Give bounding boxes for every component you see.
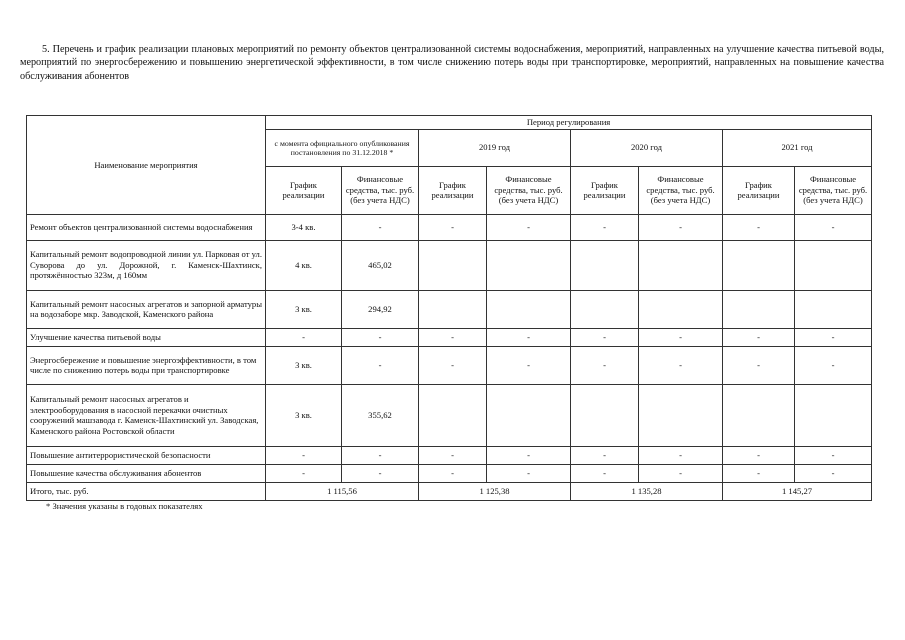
- section-heading: [20, 43, 884, 83]
- sub-finance: Финансовые средства, тыс. руб. (без учета НДС): [639, 166, 723, 214]
- cell: 3-4 кв.: [266, 214, 342, 240]
- cell: -: [639, 346, 723, 384]
- table-row: [27, 384, 872, 446]
- row-name: Капитальный ремонт насосных агрегатов и запорной арматуры на водозаборе мкр. Заводской, Каменского района: [27, 290, 266, 328]
- period-2019: 2019 год: [419, 129, 571, 166]
- cell: -: [795, 346, 872, 384]
- cell: -: [639, 446, 723, 464]
- row-name: Ремонт объектов централизованной системы водоснабжения: [27, 214, 266, 240]
- cell: [419, 290, 487, 328]
- cell: [419, 240, 487, 290]
- cell: -: [419, 214, 487, 240]
- sub-schedule: График реализации: [723, 166, 795, 214]
- cell: -: [487, 464, 571, 482]
- cell: [795, 240, 872, 290]
- cell: -: [795, 328, 872, 346]
- sub-finance: Финансовые средства, тыс. руб. (без учета НДС): [795, 166, 872, 214]
- cell: -: [639, 214, 723, 240]
- cell: -: [419, 346, 487, 384]
- cell: [419, 384, 487, 446]
- cell: 294,92: [342, 290, 419, 328]
- table-row: [27, 240, 872, 290]
- cell: 3 кв.: [266, 290, 342, 328]
- cell: -: [266, 464, 342, 482]
- table-row: [27, 346, 872, 384]
- cell: [487, 240, 571, 290]
- cell: [723, 290, 795, 328]
- total-label: Итого, тыс. руб.: [27, 482, 266, 500]
- cell: 355,62: [342, 384, 419, 446]
- cell: [571, 384, 639, 446]
- row-name: Энергосбережение и повышение энергоэффективности, в том числе по снижению потерь воды при транспортировке: [27, 346, 266, 384]
- cell: -: [723, 214, 795, 240]
- cell: -: [795, 464, 872, 482]
- col-name-header: Наименование мероприятия: [27, 116, 266, 215]
- cell: 3 кв.: [266, 346, 342, 384]
- cell: -: [342, 464, 419, 482]
- cell: -: [723, 328, 795, 346]
- cell: -: [571, 446, 639, 464]
- cell: -: [342, 328, 419, 346]
- cell: [571, 290, 639, 328]
- cell: -: [723, 346, 795, 384]
- cell: -: [342, 446, 419, 464]
- cell: -: [266, 328, 342, 346]
- total-2021: 1 145,27: [723, 482, 872, 500]
- row-name: Повышение антитеррористической безопасности: [27, 446, 266, 464]
- cell: -: [419, 446, 487, 464]
- sub-schedule: График реализации: [266, 166, 342, 214]
- total-initial: 1 115,56: [266, 482, 419, 500]
- cell: -: [639, 328, 723, 346]
- cell: -: [342, 214, 419, 240]
- cell: [571, 240, 639, 290]
- cell: -: [419, 464, 487, 482]
- row-name: Капитальный ремонт водопроводной линии ул. Парковая от ул. Суворова до ул. Дорожной, г. Каменск-Шахтинск, протяжённостью 323м, д 160мм: [27, 240, 266, 290]
- table-row: [27, 214, 872, 240]
- cell: [639, 384, 723, 446]
- cell: -: [342, 346, 419, 384]
- period-header: Период регулирования: [266, 116, 872, 130]
- cell: [723, 384, 795, 446]
- sub-finance: Финансовые средства, тыс. руб. (без учета НДС): [487, 166, 571, 214]
- cell: [487, 290, 571, 328]
- row-name: Повышение качества обслуживания абонентов: [27, 464, 266, 482]
- row-name: Капитальный ремонт насосных агрегатов и электрооборудования в насосной перекачки очистных сооружений машзавода г. Каменск-Шахтинский ул. Заводская, Каменского района Ростовской области: [27, 384, 266, 446]
- cell: -: [487, 346, 571, 384]
- footnote: * Значения указаны в годовых показателях: [46, 501, 203, 511]
- sub-finance: Финансовые средства, тыс. руб. (без учета НДС): [342, 166, 419, 214]
- table-row: [27, 446, 872, 464]
- cell: -: [419, 328, 487, 346]
- cell: 3 кв.: [266, 384, 342, 446]
- cell: -: [571, 346, 639, 384]
- period-2020: 2020 год: [571, 129, 723, 166]
- table-row: [27, 464, 872, 482]
- cell: -: [795, 214, 872, 240]
- cell: 4 кв.: [266, 240, 342, 290]
- total-row: [27, 482, 872, 500]
- cell: -: [266, 446, 342, 464]
- section-heading-text: 5. Перечень и график реализации плановых мероприятий по ремонту объектов централизованной системы водоснабжения, мероприятий, направленных на улучшение качества питьевой воды, мероприятий по энергосбережению и повышению энергетической эффективности, в том числе снижению потерь воды при транспортировке, мероприятий, направленных на повышение качества обслуживания абонентов: [20, 44, 884, 82]
- period-2021: 2021 год: [723, 129, 872, 166]
- cell: -: [487, 214, 571, 240]
- cell: [795, 290, 872, 328]
- total-2019: 1 125,38: [419, 482, 571, 500]
- cell: [639, 290, 723, 328]
- cell: -: [487, 328, 571, 346]
- cell: [487, 384, 571, 446]
- cell: -: [571, 464, 639, 482]
- row-name: Улучшение качества питьевой воды: [27, 328, 266, 346]
- cell: -: [795, 446, 872, 464]
- cell: -: [639, 464, 723, 482]
- cell: [723, 240, 795, 290]
- cell: 465,02: [342, 240, 419, 290]
- cell: -: [487, 446, 571, 464]
- period-initial: с момента официального опубликования постановления по 31.12.2018 *: [266, 129, 419, 166]
- cell: [795, 384, 872, 446]
- table-row: [27, 328, 872, 346]
- cell: [639, 240, 723, 290]
- table-row: [27, 290, 872, 328]
- plan-table: [26, 115, 872, 501]
- total-2020: 1 135,28: [571, 482, 723, 500]
- sub-schedule: График реализации: [571, 166, 639, 214]
- cell: -: [571, 214, 639, 240]
- cell: -: [723, 446, 795, 464]
- cell: -: [571, 328, 639, 346]
- cell: -: [723, 464, 795, 482]
- sub-schedule: График реализации: [419, 166, 487, 214]
